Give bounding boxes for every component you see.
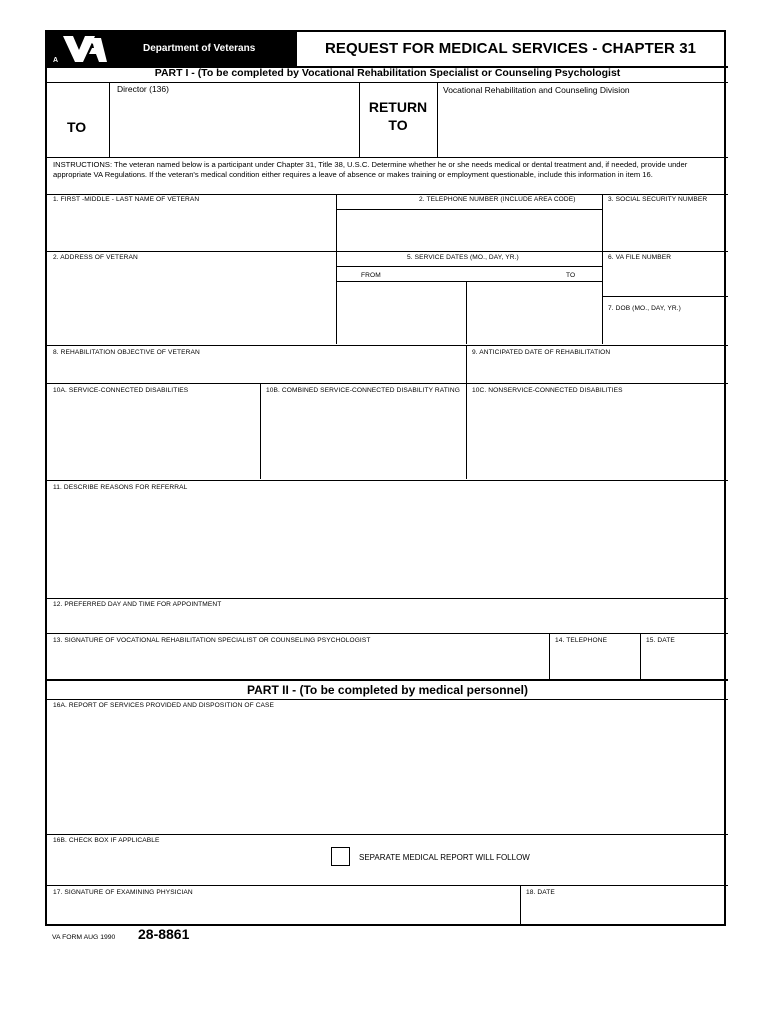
field-1-name-input[interactable] bbox=[48, 204, 335, 250]
field-7-dob-input[interactable] bbox=[603, 315, 727, 344]
field-16a-report-label: 16A. REPORT OF SERVICES PROVIDED AND DISPOSITION OF CASE bbox=[53, 702, 275, 709]
return-to-label: RETURN TO bbox=[368, 99, 428, 133]
field-10b-combined-rating-label: 10B. COMBINED SERVICE-CONNECTED DISABILITY RATING bbox=[266, 387, 460, 394]
va-logo-icon bbox=[51, 34, 107, 64]
form-title: REQUEST FOR MEDICAL SERVICES - CHAPTER 31 bbox=[325, 40, 697, 57]
field-10c-input[interactable] bbox=[467, 398, 727, 479]
part1-heading: PART I - (To be completed by Vocational Rehabilitation Specialist or Counseling Psychologist bbox=[154, 67, 621, 79]
field-11-reasons-input[interactable] bbox=[48, 494, 727, 598]
field-16b-check-label: 16B. CHECK BOX IF APPLICABLE bbox=[53, 837, 160, 844]
field-13-signature-input[interactable] bbox=[48, 646, 548, 679]
field-6-va-file-label: 6. VA FILE NUMBER bbox=[608, 254, 672, 261]
form-page bbox=[45, 30, 726, 926]
service-dates-from-input[interactable] bbox=[337, 282, 465, 344]
field-17-physician-signature-input[interactable] bbox=[48, 898, 519, 926]
field-10a-input[interactable] bbox=[48, 398, 259, 479]
field-17-physician-signature-label: 17. SIGNATURE OF EXAMINING PHYSICIAN bbox=[53, 889, 193, 896]
field-7-dob-label: 7. DOB (MO., DAY, YR.) bbox=[608, 305, 681, 312]
field-12-preferred-time-input[interactable] bbox=[48, 610, 727, 633]
field-8-rehab-objective-label: 8. REHABILITATION OBJECTIVE OF VETERAN bbox=[53, 349, 200, 356]
field-10b-input[interactable] bbox=[261, 406, 465, 479]
field-8-rehab-objective-input[interactable] bbox=[48, 359, 465, 383]
field-5-service-dates-label: 5. SERVICE DATES (MO., DAY, YR.) bbox=[407, 254, 519, 261]
field-14-telephone-input[interactable] bbox=[550, 646, 639, 679]
separate-report-checkbox[interactable] bbox=[331, 847, 350, 866]
field-10c-nonservice-connected-label: 10C. NONSERVICE-CONNECTED DISABILITIES bbox=[472, 387, 623, 394]
field-16a-report-input[interactable] bbox=[48, 712, 727, 834]
field-4-address-input[interactable] bbox=[48, 264, 335, 344]
part2-heading: PART II - (To be completed by medical personnel) bbox=[247, 683, 528, 697]
instructions: INSTRUCTIONS: The veteran named below is a participant under Chapter 31, Title 38, U.S.C. Determine whether he or she needs medical or dental treatment and, if needed, provide under appropriate VA Regulations. If the veteran's medical condition either requires a leave of absence or makes training or employment questionable, include this information in item 16. bbox=[53, 160, 688, 179]
form-edition: VA FORM AUG 1990 bbox=[52, 934, 116, 941]
separate-report-label: SEPARATE MEDICAL REPORT WILL FOLLOW bbox=[359, 853, 530, 862]
form-number: 28-8861 bbox=[138, 926, 190, 942]
field-18-date-label: 18. DATE bbox=[526, 889, 555, 896]
svg-text:A: A bbox=[53, 57, 59, 64]
field-13-signature-label: 13. SIGNATURE OF VOCATIONAL REHABILITATION SPECIALIST OR COUNSELING PSYCHOLOGIST bbox=[53, 637, 371, 644]
field-2-telephone-input[interactable] bbox=[337, 210, 601, 250]
service-dates-to-label: TO bbox=[566, 272, 576, 279]
field-15-date-label: 15. DATE bbox=[646, 637, 675, 644]
field-3-ssn-input[interactable] bbox=[603, 217, 727, 250]
field-11-reasons-label: 11. DESCRIBE REASONS FOR REFERRAL bbox=[53, 484, 188, 491]
field-4-address-label: 2. ADDRESS OF VETERAN bbox=[53, 254, 138, 261]
to-value[interactable]: Director (136) bbox=[117, 84, 169, 94]
header-band bbox=[47, 32, 297, 66]
field-18-date-input[interactable] bbox=[521, 898, 727, 926]
to-label: TO bbox=[67, 119, 87, 135]
field-6-va-file-input[interactable] bbox=[603, 264, 727, 295]
field-12-preferred-time-label: 12. PREFERRED DAY AND TIME FOR APPOINTMENT bbox=[53, 601, 222, 608]
field-1-name-label: 1. FIRST -MIDDLE - LAST NAME OF VETERAN bbox=[53, 196, 200, 203]
field-10a-service-connected-label: 10A. SERVICE-CONNECTED DISABILITIES bbox=[53, 387, 189, 394]
field-15-date-input[interactable] bbox=[641, 646, 727, 679]
field-2-telephone-label: 2. TELEPHONE NUMBER (INCLUDE AREA CODE) bbox=[419, 196, 576, 203]
service-dates-from-label: FROM bbox=[361, 272, 381, 279]
agency-name: Department of Veterans bbox=[143, 43, 256, 54]
field-9-anticipated-date-label: 9. ANTICIPATED DATE OF REHABILITATION bbox=[472, 349, 611, 356]
field-9-anticipated-date-input[interactable] bbox=[467, 359, 727, 383]
service-dates-to-input[interactable] bbox=[467, 282, 601, 344]
field-14-telephone-label: 14. TELEPHONE bbox=[555, 637, 608, 644]
return-to-value[interactable]: Vocational Rehabilitation and Counseling Division bbox=[443, 85, 630, 95]
field-3-ssn-label: 3. SOCIAL SECURITY NUMBER bbox=[608, 196, 708, 203]
